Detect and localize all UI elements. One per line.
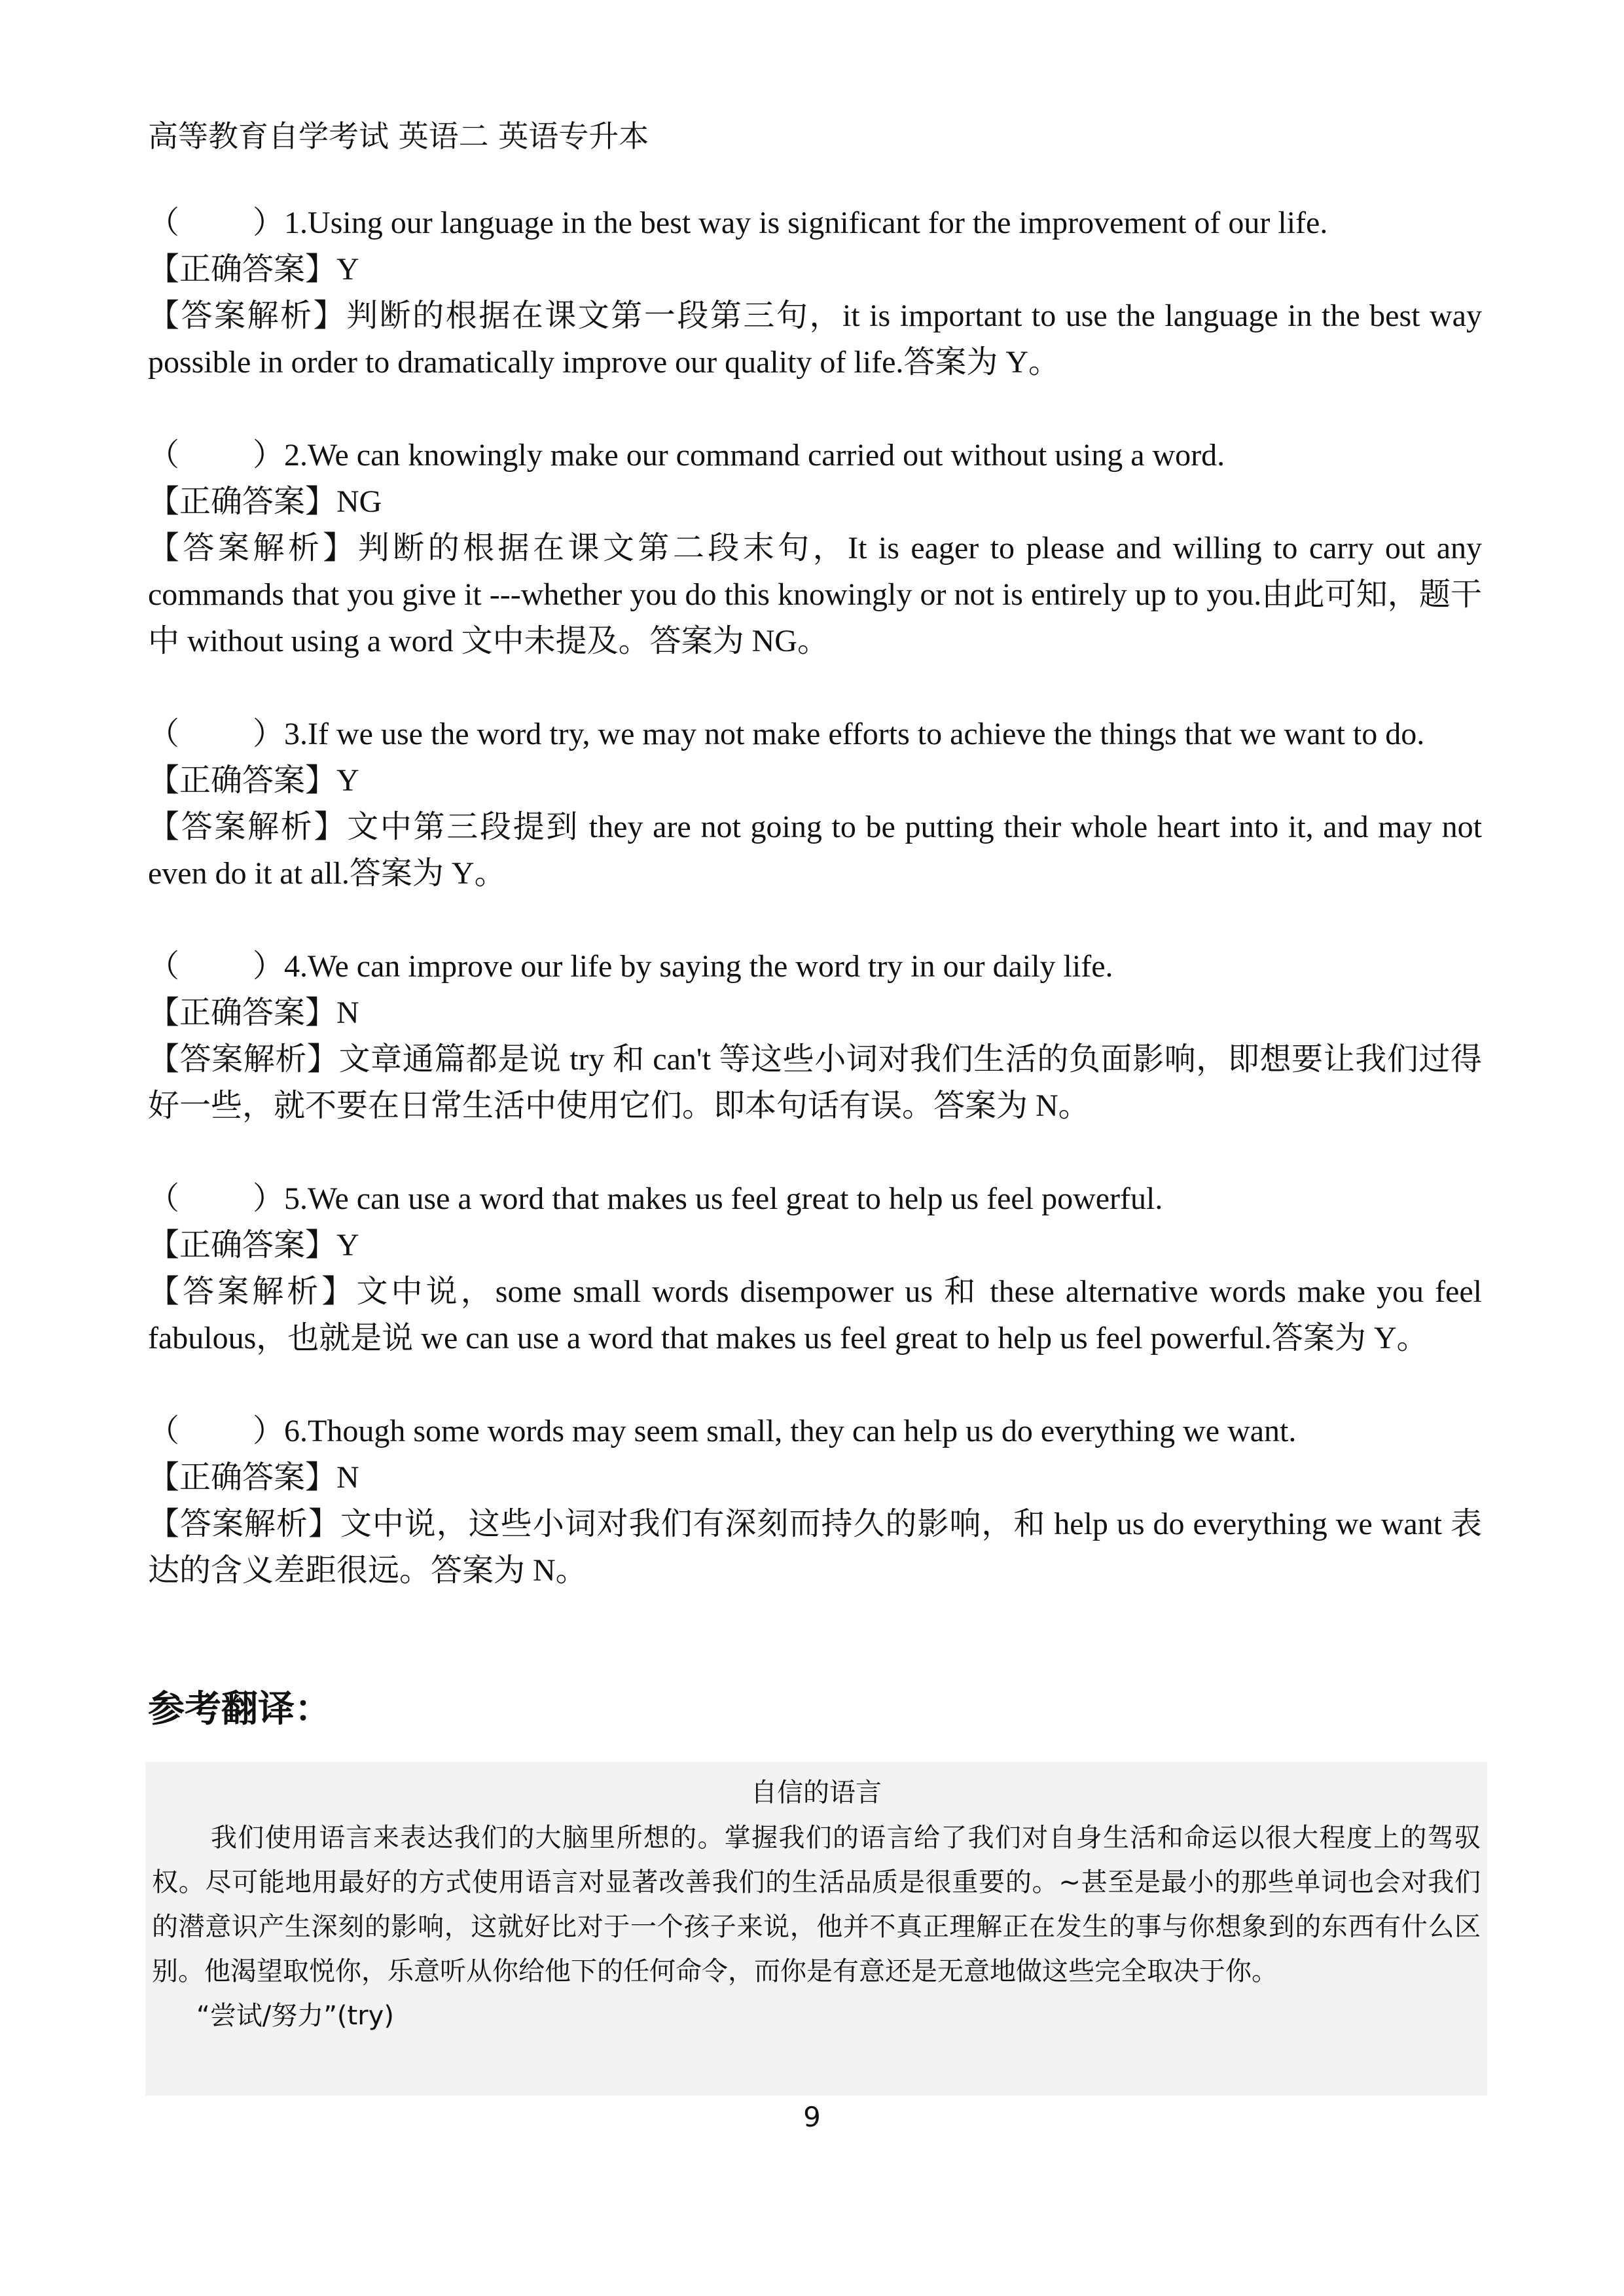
correct-answer: 【正确答案】N	[148, 1460, 359, 1495]
question-stem	[148, 943, 1482, 990]
open-paren: （	[148, 1414, 180, 1448]
answer-explanation: 【答案解析】文中说，some small words disempower us 和 these alternative words make you feel fabulous，也就是说 we can use a word that makes us feel great to help us feel powerful.答案为 Y。	[148, 1274, 1482, 1355]
answer-explanation: 【答案解析】判断的根据在课文第二段末句，It is eager to please and willing to carry out any commands that you give it ---whether you do this knowingly or not is entirely up to you.由此可知，题干中 without using a word 文中未提及。答案为 NG。	[148, 531, 1482, 658]
translation-heading: 参考翻译：	[148, 1688, 331, 1731]
question-item	[148, 432, 1482, 664]
question-item	[148, 1175, 1482, 1361]
question-stem	[148, 1175, 1482, 1222]
question-text: 5.We can use a word that makes us feel great to help us feel powerful.	[284, 1181, 1163, 1216]
open-paren: （	[148, 949, 180, 984]
open-paren: （	[148, 206, 180, 240]
question-text: 6.Though some words may seem small, they can help us do everything we want.	[284, 1414, 1297, 1448]
close-paren: ）	[253, 438, 285, 473]
correct-answer: 【正确答案】N	[148, 996, 359, 1030]
close-paren: ）	[253, 949, 285, 984]
question-item	[148, 711, 1482, 897]
close-paren: ）	[253, 206, 285, 240]
correct-answer: 【正确答案】Y	[148, 252, 359, 287]
correct-answer: 【正确答案】Y	[148, 1228, 359, 1263]
translation-box	[145, 1762, 1487, 2096]
question-text: 2.We can knowingly make our command carried out without using a word.	[284, 438, 1225, 473]
correct-answer: 【正确答案】Y	[148, 763, 359, 798]
answer-explanation: 【答案解析】判断的根据在课文第一段第三句，it is important to use the language in the best way possible in order to dramatically improve our quality of life.答案为 Y。	[148, 298, 1482, 380]
open-paren: （	[148, 717, 180, 751]
question-stem	[148, 432, 1482, 478]
page-header: 高等教育自学考试 英语二 英语专升本	[148, 118, 649, 154]
question-item	[148, 200, 1482, 386]
question-stem	[148, 711, 1482, 757]
open-paren: （	[148, 1181, 180, 1216]
question-stem	[148, 1408, 1482, 1454]
question-stem	[148, 200, 1482, 246]
open-paren: （	[148, 438, 180, 473]
page-number: 9	[803, 2101, 821, 2133]
question-text: 1.Using our language in the best way is significant for the improvement of our life.	[284, 206, 1328, 240]
answer-explanation: 【答案解析】文中第三段提到 they are not going to be putting their whole heart into it, and may not even do it at all.答案为 Y。	[148, 810, 1482, 891]
question-text: 3.If we use the word try, we may not make efforts to achieve the things that we want to do.	[284, 717, 1425, 751]
close-paren: ）	[253, 1414, 285, 1448]
question-item	[148, 943, 1482, 1129]
translation-subheading: “尝试/努力”(try)	[196, 2001, 394, 2031]
question-text: 4.We can improve our life by saying the word try in our daily life.	[284, 949, 1113, 984]
answer-explanation: 【答案解析】文中说，这些小词对我们有深刻而持久的影响，和 help us do everything we want 表达的含义差距很远。答案为 N。	[148, 1507, 1482, 1588]
question-item	[148, 1408, 1482, 1594]
close-paren: ）	[253, 717, 285, 751]
correct-answer: 【正确答案】NG	[148, 484, 382, 519]
question-list	[148, 200, 1482, 1640]
translation-paragraph: 我们使用语言来表达我们的大脑里所想的。掌握我们的语言给了我们对自身生活和命运以很大程度上的驾驭权。尽可能地用最好的方式使用语言对显著改善我们的生活品质是很重要的。~甚至是最小的那些单词也会对我们的潜意识产生深刻的影响，这就好比对于一个孩子来说，他并不真正理解正在发生的事与你想象到的东西有什么区别。他渴望取悦你，乐意听从你给他下的任何命令，而你是有意还是无意地做这些完全取决于你。	[152, 1823, 1481, 1986]
translation-title: 自信的语言	[751, 1778, 882, 1808]
close-paren: ）	[253, 1181, 285, 1216]
answer-explanation: 【答案解析】文章通篇都是说 try 和 can't 等这些小词对我们生活的负面影响，即想要让我们过得好一些，就不要在日常生活中使用它们。即本句话有误。答案为 N。	[148, 1042, 1482, 1123]
